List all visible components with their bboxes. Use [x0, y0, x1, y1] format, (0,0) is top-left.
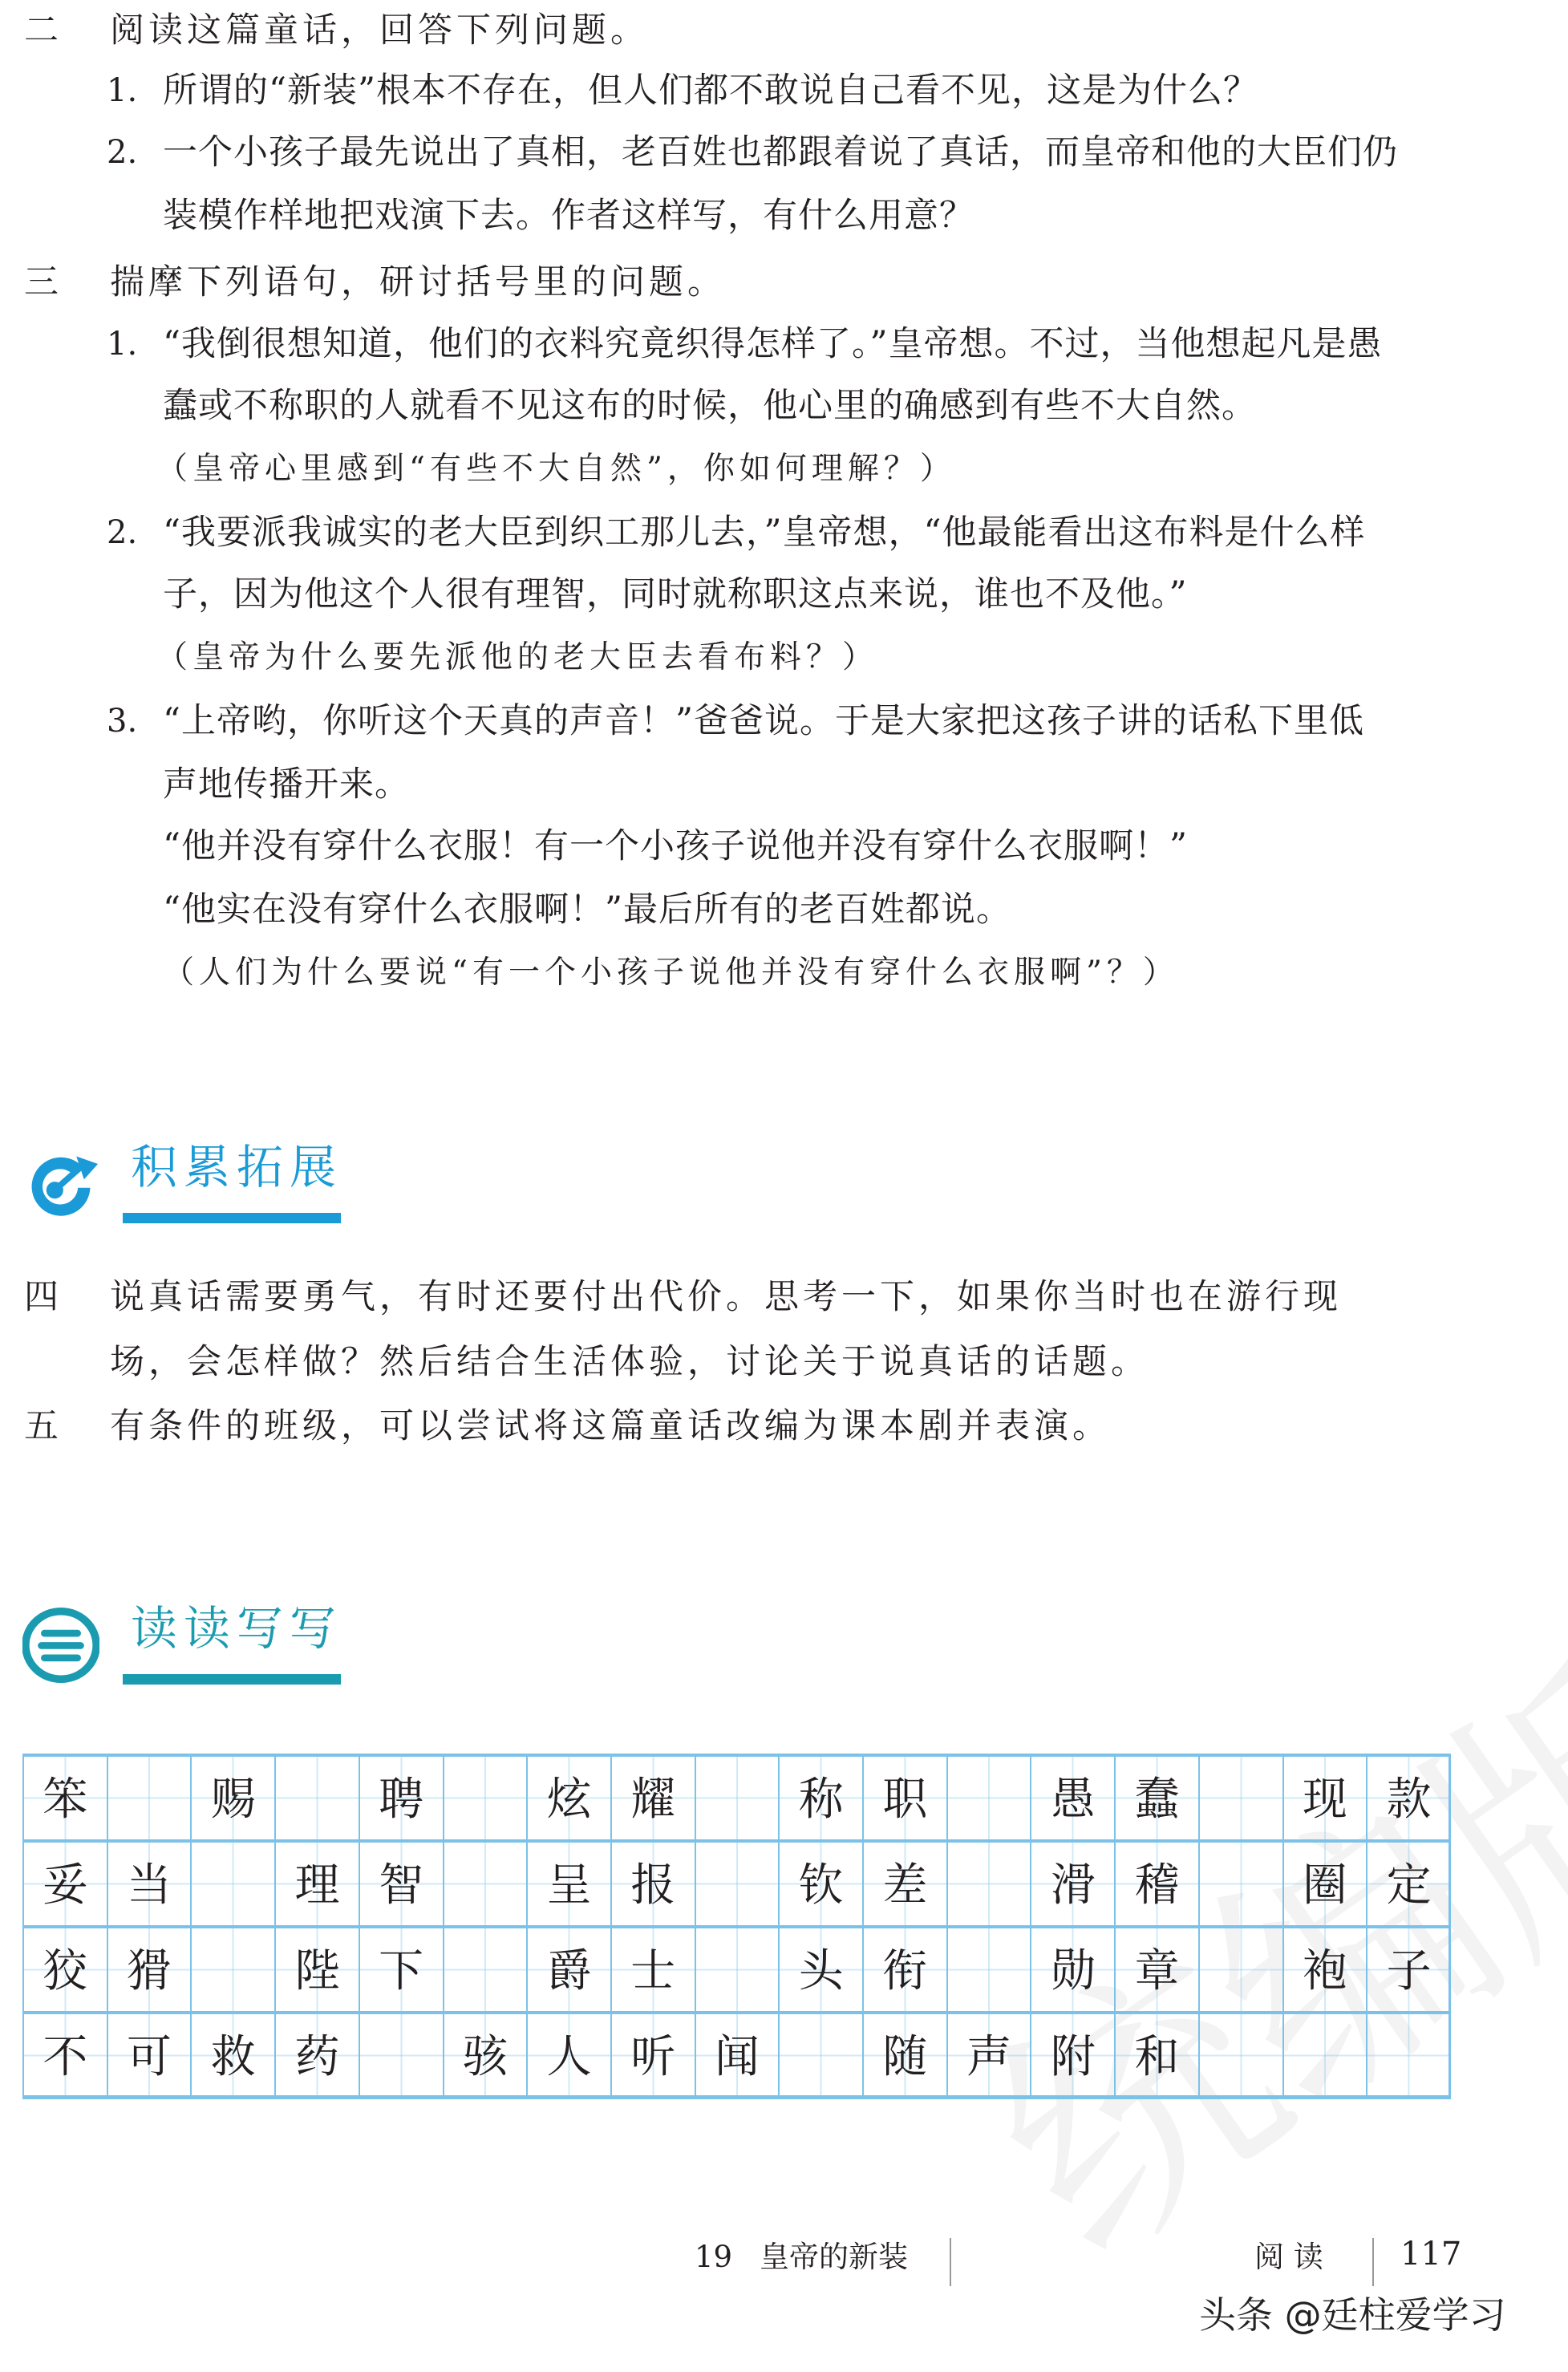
section-4-text: 场，会怎样做？然后结合生活体验，讨论关于说真话的话题。 [110, 1342, 1149, 1382]
grid-cell-character: 妥 [22, 1839, 107, 1925]
grid-cell-empty [695, 1925, 779, 2011]
grid-cell-character: 愚 [1030, 1754, 1114, 1839]
section-header-title: 积累拓展 [131, 1140, 343, 1194]
section-5-text: 有条件的班级，可以尝试将这篇童话改编为课本剧并表演。 [110, 1406, 1111, 1446]
grid-cell-character: 蠢 [1114, 1754, 1198, 1839]
grid-cell-empty [1198, 1839, 1282, 1925]
grid-cell-empty [443, 1839, 527, 1925]
grid-cell-character: 称 [778, 1754, 862, 1839]
grid-cell-character: 差 [862, 1839, 946, 1925]
quote-text: “他实在没有穿什么衣服啊！”最后所有的老百姓都说。 [163, 890, 1011, 930]
source-credit: 头条 @廷柱爱学习 [1199, 2293, 1506, 2337]
grid-cell-character: 附 [1030, 2011, 1114, 2097]
grid-cell-empty [1198, 1925, 1282, 2011]
quote-text: “他并没有穿什么衣服！有一个小孩子说他并没有穿什么衣服啊！” [163, 826, 1188, 866]
grid-cell-character: 当 [107, 1839, 191, 1925]
grid-cell-empty [1198, 1754, 1282, 1839]
grid-cell-character: 圈 [1282, 1839, 1367, 1925]
list-lines-icon [22, 1607, 99, 1684]
footer-divider [1372, 2238, 1374, 2286]
grid-cell-character: 猾 [107, 1925, 191, 2011]
section-number-3: 三 [24, 262, 59, 302]
grid-cell-character: 钦 [778, 1839, 862, 1925]
grid-cell-empty [274, 1754, 359, 1839]
question-note: （皇帝为什么要先派他的老大臣去看布料？） [156, 639, 879, 675]
grid-cell-character: 衔 [862, 1925, 946, 2011]
q-number: 1. [107, 326, 138, 363]
lesson-number: 19 [695, 2240, 733, 2274]
section-4-text: 说真话需要勇气，有时还要付出代价。思考一下，如果你当时也在游行现 [110, 1277, 1342, 1317]
grid-cell-empty [1198, 2011, 1282, 2097]
section-2-title: 阅读这篇童话，回答下列问题。 [110, 10, 649, 51]
question-text: 一个小孩子最先说出了真相，老百姓也都跟着说了真话，而皇帝和他的大臣们仍 [163, 132, 1398, 172]
grid-cell-empty [190, 1839, 274, 1925]
grid-cell-empty [1366, 2011, 1450, 2097]
grid-cell-character: 报 [610, 1839, 695, 1925]
grid-cell-character: 骇 [443, 2011, 527, 2097]
section-number-4: 四 [24, 1277, 59, 1317]
grid-cell-character: 声 [946, 2011, 1031, 2097]
grid-cell-character: 呈 [526, 1839, 610, 1925]
q-number: 1. [107, 72, 138, 109]
unit-label: 阅 读 [1254, 2240, 1323, 2274]
grid-cell-character: 袍 [1282, 1925, 1367, 2011]
question-note: （皇帝心里感到“有些不大自然”，你如何理解？） [156, 451, 956, 487]
grid-cell-empty [1282, 2011, 1367, 2097]
grid-cell-character: 滑 [1030, 1839, 1114, 1925]
q-number: 3. [107, 703, 138, 740]
refresh-arrow-icon [22, 1145, 99, 1222]
quote-text: “我要派我诚实的老大臣到织工那儿去，”皇帝想，“他最能看出这布料是什么样 [163, 513, 1366, 553]
section-number-2: 二 [24, 10, 59, 51]
grid-cell-empty [778, 2011, 862, 2097]
grid-border [1448, 1754, 1451, 2097]
quote-text: “上帝哟，你听这个天真的声音！”爸爸说。于是大家把这孩子讲的话私下里低 [163, 701, 1364, 741]
vocabulary-grid [22, 1754, 1450, 2097]
grid-cell-empty [443, 1925, 527, 2011]
grid-cell-character: 下 [359, 1925, 443, 2011]
q-number: 2. [107, 134, 138, 171]
grid-cell-character: 稽 [1114, 1839, 1198, 1925]
question-text: 所谓的“新装”根本不存在，但人们都不敢说自己看不见，这是为什么？ [163, 71, 1258, 111]
q-number: 2. [107, 514, 138, 551]
grid-cell-character: 闻 [695, 2011, 779, 2097]
grid-cell-character: 可 [107, 2011, 191, 2097]
grid-cell-character: 章 [1114, 1925, 1198, 2011]
grid-cell-character: 头 [778, 1925, 862, 2011]
grid-cell-character: 子 [1366, 1925, 1450, 2011]
grid-cell-character: 炫 [526, 1754, 610, 1839]
grid-cell-character: 理 [274, 1839, 359, 1925]
grid-cell-character: 定 [1366, 1839, 1450, 1925]
grid-cell-character: 现 [1282, 1754, 1367, 1839]
lesson-title: 皇帝的新装 [760, 2240, 908, 2274]
section-header-read-write [22, 1600, 359, 1689]
section-3-title: 揣摩下列语句，研讨括号里的问题。 [110, 262, 726, 302]
grid-cell-character: 耀 [610, 1754, 695, 1839]
grid-cell-character: 不 [22, 2011, 107, 2097]
section-header-expand [22, 1139, 359, 1227]
grid-cell-character: 智 [359, 1839, 443, 1925]
grid-cell-empty [695, 1754, 779, 1839]
grid-cell-character: 药 [274, 2011, 359, 2097]
grid-border [22, 2095, 1451, 2099]
grid-cell-empty [946, 1925, 1031, 2011]
grid-cell-empty [359, 2011, 443, 2097]
grid-cell-empty [946, 1754, 1031, 1839]
grid-cell-character: 救 [190, 2011, 274, 2097]
grid-cell-character: 赐 [190, 1754, 274, 1839]
section-number-5: 五 [24, 1406, 59, 1446]
header-underline [123, 1213, 341, 1223]
grid-cell-character: 聘 [359, 1754, 443, 1839]
grid-cell-empty [695, 1839, 779, 1925]
header-underline [123, 1674, 341, 1685]
quote-text: 声地传播开来。 [163, 764, 410, 805]
grid-cell-character: 和 [1114, 2011, 1198, 2097]
grid-cell-character: 随 [862, 2011, 946, 2097]
grid-cell-character: 听 [610, 2011, 695, 2097]
question-text: 装模作样地把戏演下去。作者这样写，有什么用意？ [163, 196, 974, 236]
grid-cell-character: 陛 [274, 1925, 359, 2011]
quote-text: “我倒很想知道，他们的衣料究竟织得怎样了。”皇帝想。不过，当他想起凡是愚 [163, 324, 1383, 364]
grid-cell-character: 爵 [526, 1925, 610, 2011]
footer-divider [950, 2238, 951, 2286]
quote-text: 子，因为他这个人很有理智，同时就称职这点来说，谁也不及他。” [163, 574, 1188, 614]
grid-cell-character: 狡 [22, 1925, 107, 2011]
page-number: 117 [1400, 2236, 1462, 2273]
grid-cell-empty [443, 1754, 527, 1839]
grid-cell-character: 士 [610, 1925, 695, 2011]
grid-cell-character: 人 [526, 2011, 610, 2097]
grid-cell-empty [107, 1754, 191, 1839]
quote-text: 蠢或不称职的人就看不见这布的时候，他心里的确感到有些不大自然。 [163, 386, 1257, 426]
grid-cell-empty [190, 1925, 274, 2011]
grid-cell-character: 款 [1366, 1754, 1450, 1839]
grid-cell-character: 职 [862, 1754, 946, 1839]
grid-cell-empty [946, 1839, 1031, 1925]
grid-cell-character: 笨 [22, 1754, 107, 1839]
section-header-title: 读读写写 [131, 1601, 343, 1656]
grid-cell-character: 勋 [1030, 1925, 1114, 2011]
question-note: （人们为什么要说“有一个小孩子说他并没有穿什么衣服啊”？） [163, 955, 1179, 991]
